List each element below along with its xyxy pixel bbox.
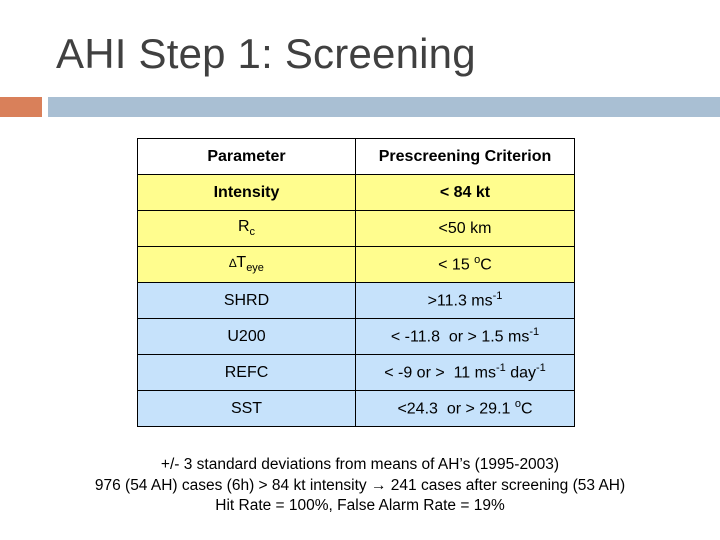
criterion-shrd: >11.3 $ms^{-1}$ <box>356 283 575 319</box>
table-row <box>138 319 575 355</box>
footer-line-2: 976 (54 AH) cases (6h) > 84 kt intensity → 241 cases after screening (53 AH) <box>94 476 626 494</box>
param-u200: U200 <box>138 319 356 355</box>
table-header-row <box>138 139 575 175</box>
header-criterion: Prescreening Criterion <box>356 139 575 175</box>
title-underline-blue <box>48 97 720 117</box>
param-sst: SST <box>138 391 356 427</box>
screening-criteria-table <box>137 138 575 427</box>
slide-title: AHI Step 1: Screening <box>56 30 476 77</box>
param-rc: $R_c$ <box>138 211 356 247</box>
criterion-delta-teye: < 15 $^o$C <box>356 247 575 283</box>
table-row <box>138 211 575 247</box>
footer-line-1: +/- 3 standard deviations from means of AH’s (1995-2003) <box>160 456 560 473</box>
param-delta-teye: $\Delta T_{eye}$ <box>138 247 356 283</box>
title-underline-orange <box>0 97 42 117</box>
param-shrd: SHRD <box>138 283 356 319</box>
param-refc: REFC <box>138 355 356 391</box>
footer-notes <box>0 455 720 517</box>
criterion-sst: <24.3 or > 29.1 $^o$C <box>356 391 575 427</box>
table-row <box>138 355 575 391</box>
table-row <box>138 283 575 319</box>
criterion-intensity: < 84 kt <box>356 175 575 211</box>
table-row <box>138 247 575 283</box>
right-arrow-icon: → <box>370 476 387 494</box>
criterion-refc: < -9 or > 11 $ms^{-1}$ day$^{-1}$ <box>356 355 575 391</box>
criterion-u200: < -11.8 or > 1.5 $ms^{-1}$ <box>356 319 575 355</box>
table-row <box>138 175 575 211</box>
table-row <box>138 391 575 427</box>
footer-line-3: Hit Rate = 100%, False Alarm Rate = 19% <box>215 497 505 514</box>
criterion-rc: <50 km <box>356 211 575 247</box>
param-intensity: Intensity <box>138 175 356 211</box>
header-parameter: Parameter <box>138 139 356 175</box>
